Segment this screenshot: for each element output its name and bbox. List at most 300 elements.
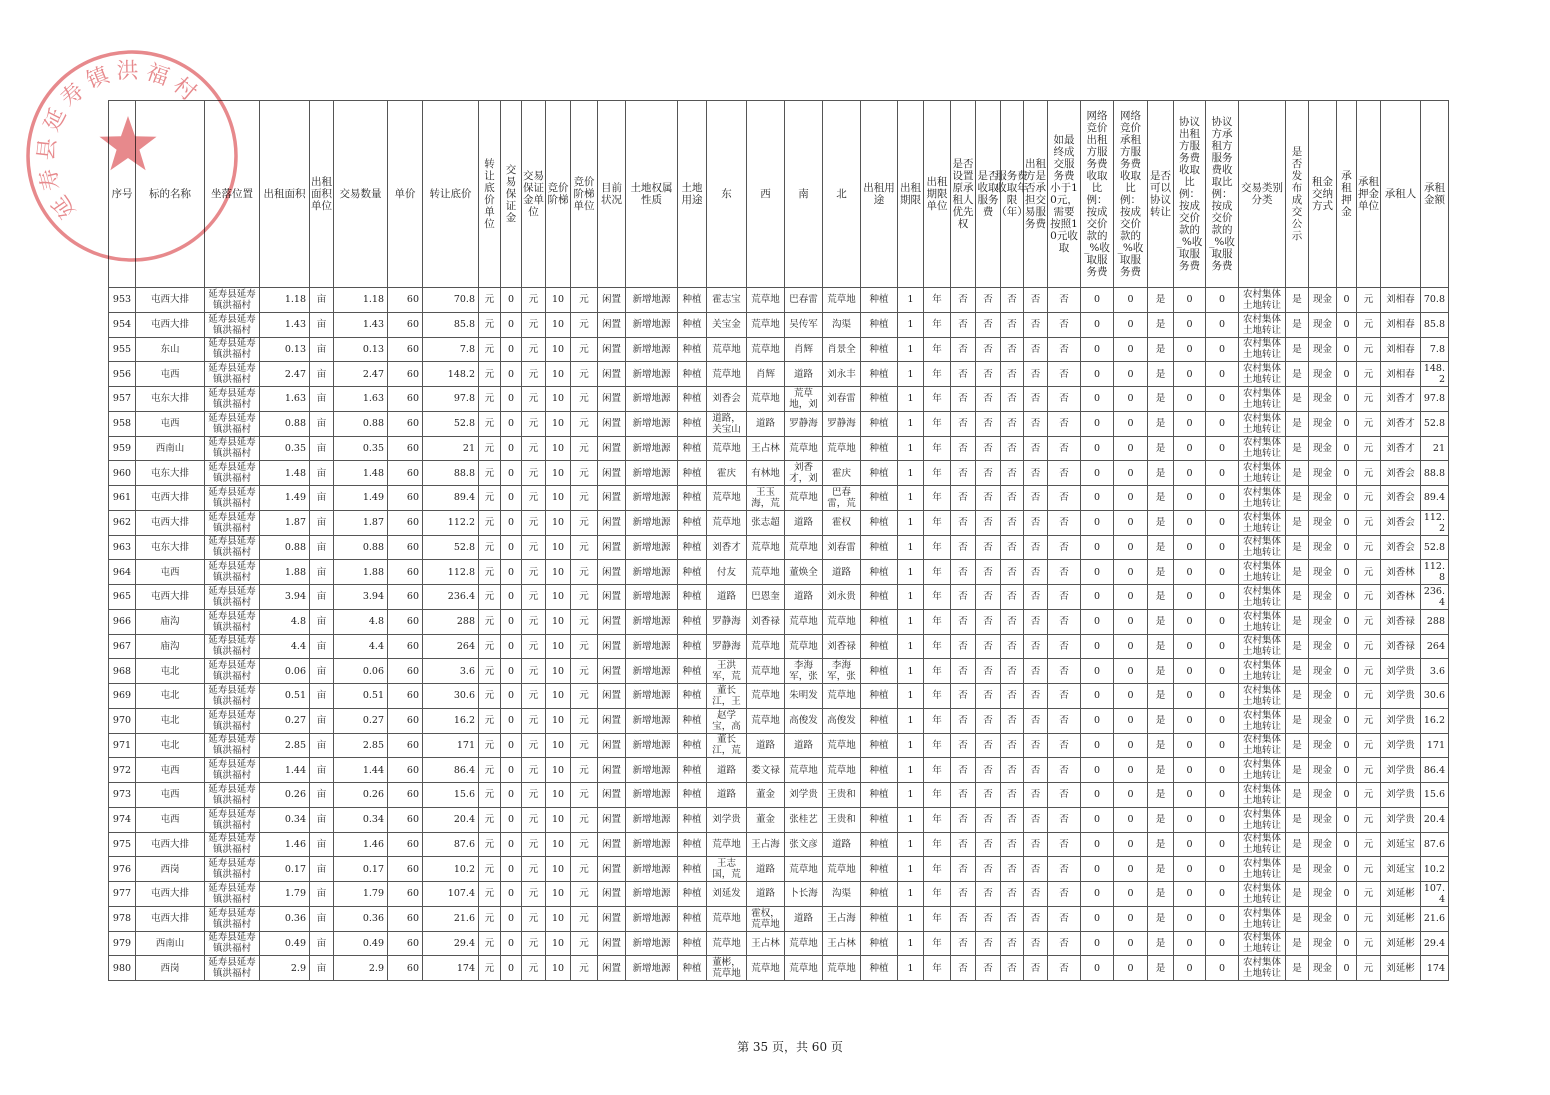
cell-south bbox=[785, 560, 823, 585]
table-row bbox=[109, 708, 1449, 733]
cell-south bbox=[785, 807, 823, 832]
cell-payment-method bbox=[1309, 659, 1337, 684]
reserve-price-unit-value: 元 bbox=[484, 442, 495, 454]
header-east bbox=[707, 101, 747, 288]
lease-deposit-value: 0 bbox=[1343, 715, 1350, 727]
negotiated-lessee-fee-rate-value: 0 bbox=[1218, 913, 1226, 925]
online-lessee-fee-rate-value: 0 bbox=[1127, 888, 1134, 900]
cell-lease-term bbox=[898, 486, 924, 511]
cell-online-lessee-fee-rate bbox=[1114, 288, 1148, 313]
cell-lot-name bbox=[136, 708, 205, 733]
cell-lease-deposit-unit bbox=[1357, 609, 1381, 634]
cell-lease-term bbox=[898, 857, 924, 882]
prior-tenant-priority-value: 否 bbox=[958, 690, 968, 702]
lessor-bears-fee-value: 否 bbox=[1030, 418, 1041, 430]
cell-online-lessee-fee-rate bbox=[1114, 684, 1148, 709]
cell-land-ownership bbox=[626, 312, 678, 337]
cell-reserve-price-unit bbox=[479, 906, 501, 931]
current-status-value: 闲置 bbox=[601, 838, 621, 850]
reserve-price-unit-value: 元 bbox=[484, 888, 495, 900]
lot-name-value: 庙沟 bbox=[160, 640, 180, 652]
cell-land-ownership bbox=[626, 486, 678, 511]
cell-trade-quantity bbox=[334, 733, 388, 758]
reserve-price-value: 3.6 bbox=[459, 665, 475, 677]
cell-lease-deposit bbox=[1337, 857, 1357, 882]
bid-step-value: 10 bbox=[551, 467, 565, 479]
cell-land-use bbox=[678, 634, 707, 659]
cell-lease-deposit bbox=[1337, 708, 1357, 733]
lease-use-value: 种植 bbox=[869, 838, 889, 850]
cell-reserve-price-unit bbox=[479, 461, 501, 486]
cell-deposit bbox=[501, 288, 522, 313]
header-payment-method-label: 租金交纳方式 bbox=[1312, 176, 1333, 212]
cell-negotiated-lessee-fee-rate bbox=[1206, 659, 1239, 684]
reserve-price-value: 87.6 bbox=[453, 838, 475, 850]
reserve-price-value: 89.4 bbox=[453, 492, 475, 504]
east-value: 荒草地 bbox=[712, 913, 741, 925]
cell-lease-deposit-unit bbox=[1357, 510, 1381, 535]
cell-service-fee-years bbox=[1001, 535, 1024, 560]
cell-lessee bbox=[1381, 337, 1421, 362]
cell-payment-method bbox=[1309, 411, 1337, 436]
cell-north bbox=[823, 956, 861, 981]
cell-lease-deposit-unit bbox=[1357, 758, 1381, 783]
deposit-unit-value: 元 bbox=[528, 541, 539, 553]
current-status-value: 闲置 bbox=[601, 913, 621, 925]
cell-reserve-price bbox=[423, 807, 479, 832]
cell-prior-tenant-priority bbox=[951, 733, 976, 758]
cell-location bbox=[205, 436, 260, 461]
bid-step-value: 10 bbox=[551, 838, 565, 850]
cell-serial-no bbox=[109, 436, 136, 461]
cell-east bbox=[707, 708, 747, 733]
area-unit-value: 亩 bbox=[316, 319, 327, 331]
bid-step-value: 10 bbox=[551, 789, 565, 801]
cell-payment-method bbox=[1309, 708, 1337, 733]
cell-charge-service-fee bbox=[976, 535, 1001, 560]
current-status-value: 闲置 bbox=[601, 764, 621, 776]
cell-serial-no bbox=[109, 312, 136, 337]
cell-trade-category bbox=[1239, 931, 1286, 956]
negotiated-transfer-value: 是 bbox=[1155, 838, 1166, 850]
cell-negotiated-transfer bbox=[1148, 708, 1174, 733]
cell-south bbox=[785, 634, 823, 659]
cell-lessee bbox=[1381, 486, 1421, 511]
cell-negotiated-transfer bbox=[1148, 436, 1174, 461]
bid-step-unit-value: 元 bbox=[579, 640, 589, 652]
cell-location bbox=[205, 832, 260, 857]
cell-negotiated-transfer bbox=[1148, 733, 1174, 758]
cell-charge-service-fee bbox=[976, 931, 1001, 956]
cell-publish-result bbox=[1286, 634, 1309, 659]
cell-bid-step bbox=[546, 337, 571, 362]
unit-price-value: 60 bbox=[406, 665, 419, 677]
cell-publish-result bbox=[1286, 931, 1309, 956]
cell-min-fee-rule bbox=[1048, 882, 1081, 907]
cell-bid-step-unit bbox=[571, 362, 598, 387]
cell-bid-step bbox=[546, 461, 571, 486]
cell-lease-deposit bbox=[1337, 387, 1357, 412]
cell-lease-term-unit bbox=[924, 634, 951, 659]
lease-deposit-value: 0 bbox=[1343, 913, 1350, 925]
cell-lease-use bbox=[861, 560, 898, 585]
publish-result-value: 是 bbox=[1292, 517, 1302, 529]
deposit-value: 0 bbox=[507, 492, 515, 504]
cell-trade-quantity bbox=[334, 906, 388, 931]
payment-method-value: 现金 bbox=[1312, 937, 1332, 949]
payment-method-value: 现金 bbox=[1312, 541, 1332, 553]
cell-negotiated-transfer bbox=[1148, 362, 1174, 387]
lease-term-unit-value: 年 bbox=[932, 665, 942, 677]
header-trade-quantity-label: 交易数量 bbox=[339, 188, 382, 200]
trade-quantity-value: 0.34 bbox=[362, 814, 384, 826]
lessee-value: 刘相春 bbox=[1386, 343, 1415, 355]
cell-land-use bbox=[678, 585, 707, 610]
land-use-value: 种植 bbox=[682, 789, 702, 801]
cell-negotiated-lessor-fee-rate bbox=[1174, 510, 1206, 535]
lease-term-unit-value: 年 bbox=[932, 863, 942, 875]
current-status-value: 闲置 bbox=[601, 888, 621, 900]
land-use-value: 种植 bbox=[682, 368, 702, 380]
publish-result-value: 是 bbox=[1292, 764, 1302, 776]
rental-area-value: 0.06 bbox=[284, 665, 306, 677]
online-lessor-fee-rate-value: 0 bbox=[1093, 863, 1101, 875]
cell-rental-area bbox=[260, 609, 310, 634]
cell-serial-no bbox=[109, 411, 136, 436]
area-unit-value: 亩 bbox=[316, 640, 327, 652]
charge-service-fee-value: 否 bbox=[983, 294, 993, 306]
online-lessee-fee-rate-value: 0 bbox=[1127, 838, 1134, 850]
cell-rental-area bbox=[260, 510, 310, 535]
cell-north bbox=[823, 486, 861, 511]
cell-land-ownership bbox=[626, 585, 678, 610]
cell-bid-step bbox=[546, 436, 571, 461]
cell-lessee bbox=[1381, 708, 1421, 733]
cell-rental-area bbox=[260, 882, 310, 907]
lease-term-value: 1 bbox=[907, 888, 914, 900]
deposit-unit-value: 元 bbox=[528, 913, 539, 925]
cell-rent-amount bbox=[1421, 733, 1449, 758]
west-value: 荒草地 bbox=[751, 566, 780, 578]
bid-step-unit-value: 元 bbox=[579, 294, 589, 306]
charge-service-fee-value: 否 bbox=[983, 640, 993, 652]
cell-rental-area bbox=[260, 857, 310, 882]
cell-trade-quantity bbox=[334, 634, 388, 659]
north-value: 刘春雷 bbox=[827, 541, 856, 553]
rent-amount-value: 87.6 bbox=[1423, 838, 1445, 850]
negotiated-transfer-value: 是 bbox=[1155, 789, 1166, 801]
header-lease-term bbox=[898, 101, 924, 288]
current-status-value: 闲置 bbox=[601, 442, 621, 454]
negotiated-transfer-value: 是 bbox=[1155, 690, 1166, 702]
cell-lease-use bbox=[861, 931, 898, 956]
cell-area-unit bbox=[310, 634, 334, 659]
cell-min-fee-rule bbox=[1048, 956, 1081, 981]
cell-charge-service-fee bbox=[976, 411, 1001, 436]
bid-step-unit-value: 元 bbox=[579, 541, 589, 553]
location-value: 延寿县延寿镇洪福村 bbox=[208, 833, 256, 856]
cell-min-fee-rule bbox=[1048, 288, 1081, 313]
west-value: 霍权，荒草地 bbox=[751, 907, 780, 930]
cell-lessee bbox=[1381, 684, 1421, 709]
lease-use-value: 种植 bbox=[869, 541, 889, 553]
lot-name-value: 屯西 bbox=[160, 764, 180, 776]
cell-south bbox=[785, 312, 823, 337]
cell-deposit bbox=[501, 882, 522, 907]
cell-lease-term bbox=[898, 387, 924, 412]
prior-tenant-priority-value: 否 bbox=[958, 343, 968, 355]
cell-payment-method bbox=[1309, 461, 1337, 486]
north-value: 道路 bbox=[831, 838, 851, 850]
rent-amount-value: 30.6 bbox=[1423, 690, 1445, 702]
cell-east bbox=[707, 832, 747, 857]
prior-tenant-priority-value: 否 bbox=[958, 789, 968, 801]
cell-negotiated-lessor-fee-rate bbox=[1174, 609, 1206, 634]
header-east-label: 东 bbox=[721, 188, 732, 200]
cell-north bbox=[823, 461, 861, 486]
cell-bid-step bbox=[546, 535, 571, 560]
rent-amount-value: 86.4 bbox=[1423, 764, 1445, 776]
south-value: 朱明发 bbox=[789, 690, 818, 702]
negotiated-lessor-fee-rate-value: 0 bbox=[1186, 888, 1193, 900]
cell-bid-step-unit bbox=[571, 411, 598, 436]
lease-deposit-unit-value: 元 bbox=[1363, 442, 1374, 454]
cell-north bbox=[823, 634, 861, 659]
cell-area-unit bbox=[310, 882, 334, 907]
cell-negotiated-lessor-fee-rate bbox=[1174, 486, 1206, 511]
unit-price-value: 60 bbox=[406, 343, 419, 355]
lease-term-unit-value: 年 bbox=[932, 814, 942, 826]
deposit-unit-value: 元 bbox=[528, 814, 539, 826]
cell-negotiated-lessee-fee-rate bbox=[1206, 609, 1239, 634]
cell-bid-step-unit bbox=[571, 684, 598, 709]
publish-result-value: 是 bbox=[1292, 739, 1302, 751]
rent-amount-value: 70.8 bbox=[1423, 294, 1445, 306]
cell-north bbox=[823, 708, 861, 733]
west-value: 张志超 bbox=[751, 517, 780, 529]
west-value: 道路 bbox=[755, 888, 775, 900]
land-use-value: 种植 bbox=[682, 319, 702, 331]
location-value: 延寿县延寿镇洪福村 bbox=[208, 363, 256, 386]
cell-negotiated-transfer bbox=[1148, 783, 1174, 808]
cell-bid-step-unit bbox=[571, 535, 598, 560]
cell-north bbox=[823, 857, 861, 882]
cell-trade-quantity bbox=[334, 684, 388, 709]
cell-unit-price bbox=[388, 659, 423, 684]
rental-area-value: 1.79 bbox=[284, 888, 306, 900]
cell-trade-category bbox=[1239, 832, 1286, 857]
online-lessor-fee-rate-value: 0 bbox=[1093, 888, 1101, 900]
publish-result-value: 是 bbox=[1292, 541, 1302, 553]
lessor-bears-fee-value: 否 bbox=[1030, 467, 1041, 479]
cell-online-lessee-fee-rate bbox=[1114, 337, 1148, 362]
current-status-value: 闲置 bbox=[601, 640, 621, 652]
cell-rental-area bbox=[260, 931, 310, 956]
cell-reserve-price bbox=[423, 882, 479, 907]
area-unit-value: 亩 bbox=[316, 715, 327, 727]
cell-land-ownership bbox=[626, 362, 678, 387]
trade-category-value: 农村集体土地转让 bbox=[1242, 462, 1281, 485]
area-unit-value: 亩 bbox=[316, 492, 327, 504]
rent-amount-value: 264 bbox=[1426, 640, 1445, 652]
cell-lease-deposit bbox=[1337, 461, 1357, 486]
header-lessor-bears-fee-label: 出租方是否承担交易服务费 bbox=[1025, 158, 1046, 230]
cell-online-lessor-fee-rate bbox=[1081, 906, 1114, 931]
cell-service-fee-years bbox=[1001, 461, 1024, 486]
cell-charge-service-fee bbox=[976, 337, 1001, 362]
cell-location bbox=[205, 609, 260, 634]
cell-rental-area bbox=[260, 461, 310, 486]
cell-payment-method bbox=[1309, 807, 1337, 832]
east-value: 刘香会 bbox=[712, 393, 741, 405]
current-status-value: 闲置 bbox=[601, 690, 621, 702]
cell-land-ownership bbox=[626, 659, 678, 684]
cell-area-unit bbox=[310, 461, 334, 486]
cell-trade-quantity bbox=[334, 312, 388, 337]
cell-deposit bbox=[501, 807, 522, 832]
cell-lease-use bbox=[861, 708, 898, 733]
charge-service-fee-value: 否 bbox=[983, 343, 993, 355]
cell-trade-category bbox=[1239, 733, 1286, 758]
cell-unit-price bbox=[388, 906, 423, 931]
negotiated-lessee-fee-rate-value: 0 bbox=[1218, 690, 1226, 702]
rental-area-value: 1.18 bbox=[284, 294, 306, 306]
reserve-price-value: 10.2 bbox=[453, 863, 475, 875]
cell-online-lessee-fee-rate bbox=[1114, 510, 1148, 535]
header-min-fee-rule-label: 如最终成交服务费小于10元，需要按照10元收取 bbox=[1050, 134, 1078, 254]
cell-trade-quantity bbox=[334, 783, 388, 808]
cell-north bbox=[823, 733, 861, 758]
cell-lease-term-unit bbox=[924, 337, 951, 362]
cell-lease-use bbox=[861, 857, 898, 882]
cell-serial-no bbox=[109, 832, 136, 857]
service-fee-years-value: 否 bbox=[1007, 319, 1017, 331]
cell-reserve-price bbox=[423, 758, 479, 783]
north-value: 霍庆 bbox=[831, 467, 851, 479]
lease-term-value: 1 bbox=[907, 517, 914, 529]
location-value: 延寿县延寿镇洪福村 bbox=[208, 288, 256, 311]
cell-payment-method bbox=[1309, 906, 1337, 931]
north-value: 王贵和 bbox=[827, 814, 856, 826]
trade-quantity-value: 0.06 bbox=[362, 665, 384, 677]
cell-west bbox=[747, 807, 785, 832]
lease-deposit-unit-value: 元 bbox=[1363, 715, 1374, 727]
header-lease-deposit bbox=[1337, 101, 1357, 288]
cell-location bbox=[205, 783, 260, 808]
cell-location bbox=[205, 882, 260, 907]
header-payment-method bbox=[1309, 101, 1337, 288]
lessor-bears-fee-value: 否 bbox=[1030, 492, 1041, 504]
bid-step-value: 10 bbox=[551, 913, 565, 925]
cell-land-ownership bbox=[626, 783, 678, 808]
cell-east bbox=[707, 288, 747, 313]
cell-lessee bbox=[1381, 659, 1421, 684]
land-use-value: 种植 bbox=[682, 591, 702, 603]
bid-step-value: 10 bbox=[551, 541, 565, 553]
cell-rent-amount bbox=[1421, 288, 1449, 313]
negotiated-lessor-fee-rate-value: 0 bbox=[1186, 764, 1193, 776]
bid-step-unit-value: 元 bbox=[579, 937, 589, 949]
reserve-price-unit-value: 元 bbox=[484, 715, 495, 727]
cell-east bbox=[707, 931, 747, 956]
cell-lot-name bbox=[136, 832, 205, 857]
prior-tenant-priority-value: 否 bbox=[958, 368, 968, 380]
cell-deposit bbox=[501, 906, 522, 931]
serial-no-value: 962 bbox=[112, 517, 132, 529]
cell-online-lessee-fee-rate bbox=[1114, 609, 1148, 634]
cell-negotiated-lessee-fee-rate bbox=[1206, 882, 1239, 907]
charge-service-fee-value: 否 bbox=[983, 467, 993, 479]
bid-step-unit-value: 元 bbox=[579, 492, 589, 504]
publish-result-value: 是 bbox=[1292, 814, 1302, 826]
cell-lease-deposit-unit bbox=[1357, 634, 1381, 659]
cell-location bbox=[205, 708, 260, 733]
cell-publish-result bbox=[1286, 535, 1309, 560]
cell-location bbox=[205, 906, 260, 931]
cell-payment-method bbox=[1309, 634, 1337, 659]
lessee-value: 刘延宝 bbox=[1386, 838, 1415, 850]
cell-service-fee-years bbox=[1001, 387, 1024, 412]
lease-term-unit-value: 年 bbox=[932, 319, 942, 331]
cell-negotiated-lessee-fee-rate bbox=[1206, 634, 1239, 659]
charge-service-fee-value: 否 bbox=[983, 962, 993, 974]
negotiated-lessee-fee-rate-value: 0 bbox=[1218, 319, 1226, 331]
service-fee-years-value: 否 bbox=[1007, 541, 1017, 553]
cell-service-fee-years bbox=[1001, 362, 1024, 387]
reserve-price-value: 70.8 bbox=[453, 294, 475, 306]
cell-rental-area bbox=[260, 783, 310, 808]
cell-rental-area bbox=[260, 684, 310, 709]
lessor-bears-fee-value: 否 bbox=[1030, 814, 1041, 826]
cell-charge-service-fee bbox=[976, 807, 1001, 832]
bid-step-value: 10 bbox=[551, 442, 565, 454]
cell-area-unit bbox=[310, 411, 334, 436]
payment-method-value: 现金 bbox=[1312, 294, 1332, 306]
rental-area-value: 0.88 bbox=[284, 418, 306, 430]
cell-location bbox=[205, 510, 260, 535]
cell-payment-method bbox=[1309, 783, 1337, 808]
bid-step-unit-value: 元 bbox=[579, 789, 589, 801]
lease-use-value: 种植 bbox=[869, 690, 889, 702]
south-value: 荒草地 bbox=[789, 962, 818, 974]
cell-lessor-bears-fee bbox=[1024, 510, 1048, 535]
online-lessee-fee-rate-value: 0 bbox=[1127, 814, 1134, 826]
cell-lease-deposit-unit bbox=[1357, 906, 1381, 931]
cell-serial-no bbox=[109, 882, 136, 907]
header-area-unit bbox=[310, 101, 334, 288]
cell-payment-method bbox=[1309, 337, 1337, 362]
land-use-value: 种植 bbox=[682, 690, 702, 702]
trade-quantity-value: 1.88 bbox=[362, 566, 384, 578]
cell-trade-quantity bbox=[334, 436, 388, 461]
cell-current-status bbox=[598, 882, 626, 907]
location-value: 延寿县延寿镇洪福村 bbox=[208, 759, 256, 782]
lease-deposit-unit-value: 元 bbox=[1363, 962, 1374, 974]
negotiated-transfer-value: 是 bbox=[1155, 814, 1166, 826]
cell-bid-step-unit bbox=[571, 634, 598, 659]
cell-bid-step bbox=[546, 609, 571, 634]
reserve-price-value: 16.2 bbox=[453, 715, 475, 727]
cell-land-use bbox=[678, 882, 707, 907]
cell-negotiated-lessee-fee-rate bbox=[1206, 312, 1239, 337]
lease-deposit-unit-value: 元 bbox=[1363, 319, 1374, 331]
reserve-price-value: 148.2 bbox=[447, 368, 475, 380]
cell-west bbox=[747, 560, 785, 585]
cell-reserve-price bbox=[423, 486, 479, 511]
online-lessor-fee-rate-value: 0 bbox=[1093, 393, 1101, 405]
online-lessee-fee-rate-value: 0 bbox=[1127, 591, 1134, 603]
cell-online-lessee-fee-rate bbox=[1114, 436, 1148, 461]
